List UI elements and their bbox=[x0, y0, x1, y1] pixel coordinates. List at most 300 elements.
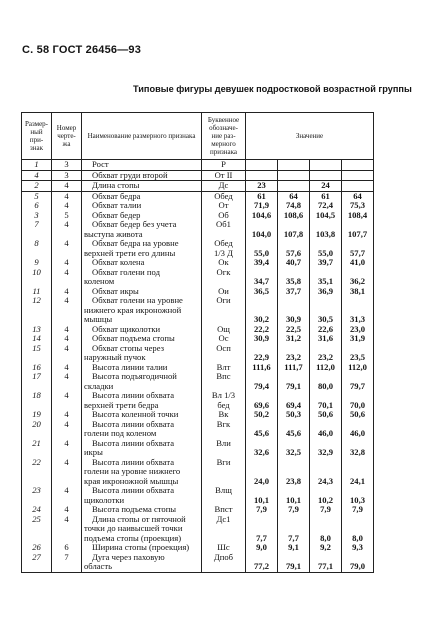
symbol-cell bbox=[202, 467, 246, 477]
sign-name-cell bbox=[82, 191, 202, 201]
value-cell bbox=[278, 477, 310, 487]
value-cell-text: 108,6 bbox=[283, 209, 304, 220]
sign-name-cell bbox=[82, 467, 202, 477]
drawing-number-cell-text: 3 bbox=[64, 169, 69, 180]
sign-number-cell bbox=[22, 458, 52, 468]
symbol-cell bbox=[202, 524, 246, 534]
sign-name-cell-text: голени под коленом bbox=[84, 429, 157, 438]
sign-name-cell bbox=[82, 287, 202, 297]
value-cell-text: 37,7 bbox=[285, 285, 302, 296]
sign-name-cell-text: Обхват колена bbox=[92, 258, 145, 267]
value-cell-text: 50,6 bbox=[349, 409, 366, 419]
sign-name-cell-text: Обхват бедра на уровне bbox=[92, 239, 179, 248]
sign-number-cell-text: 2 bbox=[34, 180, 39, 190]
sign-name-cell-text: Высота коленной точки bbox=[92, 410, 179, 419]
value-cell-text: 69,6 bbox=[253, 399, 270, 410]
value-cell-text: 77,2 bbox=[253, 561, 270, 571]
drawing-number-cell-text: 4 bbox=[64, 190, 69, 201]
sign-name-cell bbox=[82, 363, 202, 373]
drawing-number-cell bbox=[52, 524, 82, 534]
sign-name-cell bbox=[82, 201, 202, 211]
value-cell bbox=[310, 515, 342, 525]
drawing-number-cell-text: 4 bbox=[64, 361, 69, 372]
sign-name-cell bbox=[82, 477, 202, 487]
drawing-number-cell-text: 4 bbox=[64, 323, 69, 334]
sign-name-cell-text: выступа живота bbox=[84, 229, 143, 239]
value-cell-text: 112,0 bbox=[348, 361, 367, 372]
value-cell-text: 41,0 bbox=[349, 257, 366, 267]
value-cell bbox=[278, 562, 310, 572]
sign-number-cell-text: 26 bbox=[32, 542, 41, 552]
drawing-number-cell bbox=[52, 306, 82, 316]
value-cell bbox=[278, 505, 310, 515]
sign-name-cell bbox=[82, 230, 202, 240]
value-cell bbox=[246, 230, 278, 240]
sign-number-cell-text: 14 bbox=[32, 333, 41, 343]
symbol-cell-text: От II bbox=[214, 169, 233, 180]
symbol-cell bbox=[202, 220, 246, 230]
drawing-number-cell bbox=[52, 296, 82, 306]
value-cell-text: 104,5 bbox=[315, 209, 336, 220]
drawing-number-cell bbox=[52, 239, 82, 249]
sign-name-cell bbox=[82, 344, 202, 354]
symbol-cell bbox=[202, 181, 246, 192]
column-header-name: Наименование размерного признака bbox=[82, 113, 202, 160]
symbol-cell-text: Вк bbox=[218, 409, 229, 419]
value-cell-text: 107,7 bbox=[347, 228, 368, 239]
drawing-number-cell-text: 3 bbox=[64, 159, 69, 169]
sign-number-cell-text: 11 bbox=[32, 285, 41, 296]
symbol-cell bbox=[202, 344, 246, 354]
symbol-cell bbox=[202, 458, 246, 468]
value-cell bbox=[246, 363, 278, 373]
drawing-number-cell-text: 4 bbox=[64, 200, 69, 210]
value-cell-text: 79,1 bbox=[285, 380, 302, 391]
value-cell-text: 30,5 bbox=[317, 314, 334, 324]
sign-name-cell-text: верхней трети бедра bbox=[84, 400, 159, 410]
value-cell-text: 104,6 bbox=[251, 209, 272, 220]
sign-name-cell-text: Дуга через паховую bbox=[92, 552, 165, 562]
sign-name-cell bbox=[82, 410, 202, 420]
page-header: С. 58 ГОСТ 26456—93 bbox=[22, 44, 142, 56]
sign-name-cell bbox=[82, 534, 202, 544]
sign-name-cell-text: подъема стопы (проекция) bbox=[84, 533, 182, 543]
value-cell-text: 79,1 bbox=[285, 561, 302, 571]
drawing-number-cell-text: 4 bbox=[64, 295, 69, 305]
symbol-cell-text: Дс bbox=[218, 180, 229, 190]
value-cell bbox=[310, 562, 342, 572]
table-row bbox=[22, 410, 374, 420]
sign-name-cell-text: Обхват стопы через bbox=[92, 343, 165, 353]
value-cell-text: 61 bbox=[321, 190, 330, 201]
value-cell-text: 9,0 bbox=[256, 542, 267, 552]
sign-name-cell bbox=[82, 353, 202, 363]
sign-name-cell bbox=[82, 543, 202, 553]
sign-name-cell bbox=[82, 429, 202, 439]
sign-number-cell bbox=[22, 553, 52, 563]
symbol-cell-text: Вли bbox=[216, 437, 231, 448]
value-cell bbox=[342, 448, 374, 458]
value-cell-text: 107,8 bbox=[283, 228, 304, 239]
value-cell-text: 70,1 bbox=[317, 399, 334, 410]
value-cell bbox=[342, 363, 374, 373]
symbol-cell-text: Вги bbox=[216, 456, 231, 467]
value-cell bbox=[342, 505, 374, 515]
symbol-cell bbox=[202, 296, 246, 306]
sign-name-cell bbox=[82, 239, 202, 249]
table-row bbox=[22, 258, 374, 268]
value-cell bbox=[278, 543, 310, 553]
value-cell-text: 39,7 bbox=[317, 257, 334, 267]
drawing-number-cell-text: 4 bbox=[64, 485, 69, 495]
value-cell bbox=[246, 181, 278, 192]
sign-number-cell bbox=[22, 439, 52, 449]
sign-number-cell-text: 18 bbox=[32, 390, 41, 400]
value-cell-text: 7,7 bbox=[256, 532, 267, 543]
sign-number-cell bbox=[22, 296, 52, 306]
sign-name-cell-text: Рост bbox=[92, 159, 109, 169]
value-cell bbox=[246, 296, 278, 306]
sign-number-cell bbox=[22, 391, 52, 401]
value-cell bbox=[310, 363, 342, 373]
sign-number-cell-text: 12 bbox=[32, 295, 41, 305]
value-cell-text: 72,4 bbox=[317, 200, 334, 210]
sign-number-cell-text: 10 bbox=[32, 266, 41, 277]
value-cell bbox=[278, 258, 310, 268]
value-cell-text: 77,1 bbox=[317, 561, 334, 571]
value-cell-text: 74,8 bbox=[285, 200, 302, 210]
value-cell-text: 32,9 bbox=[317, 447, 334, 457]
value-cell bbox=[246, 429, 278, 439]
sign-number-cell-text: 3 bbox=[34, 209, 39, 220]
symbol-cell bbox=[202, 562, 246, 572]
table-row bbox=[22, 334, 374, 344]
table-row bbox=[22, 448, 374, 458]
drawing-number-cell bbox=[52, 372, 82, 382]
column-header-sign: Размер- ный при- знак bbox=[22, 113, 52, 160]
value-cell bbox=[278, 181, 310, 192]
drawing-number-cell bbox=[52, 160, 82, 171]
value-cell bbox=[310, 230, 342, 240]
value-cell-text: 24 bbox=[321, 180, 330, 190]
symbol-cell-text: Ои bbox=[218, 285, 229, 296]
symbol-cell-text: Ок bbox=[218, 257, 229, 267]
value-cell bbox=[246, 211, 278, 221]
drawing-number-cell-text: 4 bbox=[64, 437, 69, 448]
value-cell-text: 70,0 bbox=[349, 399, 366, 410]
drawing-number-cell-text: 4 bbox=[64, 456, 69, 467]
sign-name-cell-text: икры bbox=[84, 448, 103, 457]
sign-number-cell-text: 4 bbox=[34, 169, 39, 180]
sign-name-cell-text: Обхват груди второй bbox=[92, 170, 168, 180]
sign-name-cell-text: нижнего края икроножной bbox=[84, 305, 182, 315]
symbol-cell-text: Об1 bbox=[216, 219, 231, 229]
table-body bbox=[22, 160, 374, 573]
value-cell bbox=[342, 258, 374, 268]
value-cell bbox=[246, 515, 278, 525]
sign-number-cell bbox=[22, 524, 52, 534]
sign-name-cell bbox=[82, 258, 202, 268]
value-cell bbox=[310, 170, 342, 181]
symbol-cell bbox=[202, 170, 246, 181]
drawing-number-cell-text: 4 bbox=[64, 513, 69, 524]
value-cell-text: 10,1 bbox=[285, 494, 302, 505]
symbol-cell-text: Осп bbox=[216, 342, 231, 353]
value-cell bbox=[310, 410, 342, 420]
value-cell-text: 24,3 bbox=[317, 475, 334, 486]
table-row bbox=[22, 160, 374, 171]
sign-name-cell bbox=[82, 382, 202, 392]
value-cell bbox=[310, 181, 342, 192]
sign-name-cell-text: Длина стопы bbox=[92, 180, 140, 190]
symbol-cell bbox=[202, 160, 246, 171]
symbol-cell bbox=[202, 486, 246, 496]
sign-number-cell-text: 7 bbox=[34, 219, 39, 229]
value-cell-text: 32,5 bbox=[285, 447, 302, 457]
value-cell bbox=[278, 170, 310, 181]
sign-number-cell-text: 15 bbox=[32, 342, 41, 353]
value-cell-text: 7,7 bbox=[288, 532, 299, 543]
value-cell-text: 30,9 bbox=[253, 333, 270, 343]
value-cell-text: 10,1 bbox=[253, 494, 270, 505]
sign-name-cell-text: Обхват бедер bbox=[92, 210, 141, 220]
sign-name-cell bbox=[82, 524, 202, 534]
symbol-cell bbox=[202, 515, 246, 525]
drawing-number-cell-text: 4 bbox=[64, 238, 69, 248]
sign-name-cell bbox=[82, 401, 202, 411]
table-row bbox=[22, 287, 374, 297]
table-row bbox=[22, 230, 374, 240]
value-cell bbox=[278, 410, 310, 420]
value-cell bbox=[342, 211, 374, 221]
drawing-number-cell-text: 4 bbox=[64, 333, 69, 343]
column-header-symbol: Буквенное обозначе- ние раз- мерного признака bbox=[202, 113, 246, 160]
sign-name-cell-text: Высота линии обхвата bbox=[92, 391, 175, 400]
value-cell-text: 23,2 bbox=[285, 352, 302, 362]
sign-number-cell bbox=[22, 372, 52, 382]
value-cell bbox=[246, 287, 278, 297]
value-cell bbox=[246, 477, 278, 487]
symbol-cell-text: Дпоб bbox=[213, 551, 234, 562]
sign-name-cell-text: верхней трети его длины bbox=[84, 248, 176, 258]
value-cell bbox=[278, 363, 310, 373]
value-cell bbox=[310, 287, 342, 297]
value-cell-text: 64 bbox=[289, 190, 298, 201]
value-cell-text: 45,6 bbox=[285, 428, 302, 438]
value-cell bbox=[246, 160, 278, 171]
sign-number-cell-text: 9 bbox=[34, 257, 39, 267]
value-cell-text: 23,2 bbox=[317, 352, 334, 362]
value-cell-text: 57,7 bbox=[349, 247, 366, 258]
drawing-number-cell-text: 4 bbox=[64, 180, 69, 190]
value-cell bbox=[278, 458, 310, 468]
value-cell-text: 31,9 bbox=[349, 333, 366, 343]
sign-name-cell-text: коленом bbox=[84, 277, 115, 286]
value-cell bbox=[342, 458, 374, 468]
drawing-number-cell bbox=[52, 562, 82, 572]
symbol-cell-text: Влщ bbox=[215, 485, 232, 495]
symbol-cell-text: Вл 1/3 bbox=[211, 390, 236, 400]
drawing-number-cell bbox=[52, 181, 82, 192]
value-cell-text: 23,5 bbox=[349, 352, 366, 362]
value-cell-text: 69,4 bbox=[285, 399, 302, 410]
value-cell-text: 104,0 bbox=[251, 228, 272, 239]
value-cell-text: 55,0 bbox=[253, 247, 270, 258]
value-cell-text: 80,0 bbox=[317, 380, 334, 391]
drawing-number-cell bbox=[52, 268, 82, 278]
value-cell bbox=[246, 543, 278, 553]
sign-number-cell bbox=[22, 344, 52, 354]
value-cell bbox=[342, 230, 374, 240]
value-cell-text: 30,2 bbox=[253, 314, 270, 324]
sign-number-cell bbox=[22, 181, 52, 192]
value-cell-text: 36,9 bbox=[317, 285, 334, 296]
value-cell bbox=[342, 382, 374, 392]
sign-name-cell bbox=[82, 211, 202, 221]
sign-number-cell bbox=[22, 306, 52, 316]
symbol-cell-text: Дс1 bbox=[216, 513, 231, 524]
sign-name-cell-text: края икроножной мышцы bbox=[84, 476, 179, 486]
value-cell-text: 50,2 bbox=[253, 409, 270, 419]
value-cell-text: 22,9 bbox=[253, 352, 270, 362]
value-cell bbox=[278, 160, 310, 171]
value-cell bbox=[342, 181, 374, 192]
drawing-number-cell bbox=[52, 420, 82, 430]
sign-name-cell-text: Длина стопы от пяточной bbox=[92, 514, 186, 524]
sign-number-cell bbox=[22, 420, 52, 430]
drawing-number-cell bbox=[52, 439, 82, 449]
table-row bbox=[22, 429, 374, 439]
drawing-number-cell-text: 4 bbox=[64, 257, 69, 267]
sign-number-cell-text: 16 bbox=[32, 361, 41, 372]
sign-name-cell bbox=[82, 562, 202, 572]
value-cell-text: 79,7 bbox=[349, 380, 366, 391]
value-cell-text: 9,1 bbox=[288, 542, 299, 552]
sign-number-cell-text: 27 bbox=[32, 551, 41, 562]
drawing-number-cell bbox=[52, 391, 82, 401]
value-cell-text: 10,3 bbox=[349, 494, 366, 505]
value-cell bbox=[310, 477, 342, 487]
sign-name-cell bbox=[82, 334, 202, 344]
symbol-cell-text: Оги bbox=[216, 295, 231, 305]
value-cell bbox=[246, 258, 278, 268]
value-cell bbox=[310, 382, 342, 392]
value-cell bbox=[310, 505, 342, 515]
value-cell bbox=[342, 410, 374, 420]
value-cell bbox=[342, 477, 374, 487]
drawing-number-cell bbox=[52, 486, 82, 496]
value-cell bbox=[342, 296, 374, 306]
sign-name-cell-text: Обхват голени на уровне bbox=[92, 296, 183, 305]
value-cell-text: 7,9 bbox=[320, 504, 331, 514]
value-cell-text: 24,1 bbox=[349, 475, 366, 486]
value-cell-text: 7,9 bbox=[288, 504, 299, 514]
value-cell-text: 9,2 bbox=[320, 542, 331, 552]
value-cell bbox=[278, 334, 310, 344]
drawing-number-cell-text: 4 bbox=[64, 390, 69, 400]
sign-name-cell bbox=[82, 439, 202, 449]
value-cell-text: 8,0 bbox=[352, 532, 363, 543]
value-cell bbox=[278, 429, 310, 439]
sign-number-cell bbox=[22, 562, 52, 572]
sign-name-cell-text: Обхват бедра bbox=[92, 191, 141, 201]
sign-name-cell-text: Обхват щиколотки bbox=[92, 324, 161, 334]
column-header-values: Значение bbox=[246, 113, 374, 160]
symbol-cell-text: Ощ bbox=[217, 323, 230, 334]
value-cell bbox=[342, 287, 374, 297]
sign-name-cell bbox=[82, 296, 202, 306]
sign-number-cell bbox=[22, 220, 52, 230]
table-row bbox=[22, 562, 374, 572]
value-cell bbox=[278, 211, 310, 221]
sign-number-cell bbox=[22, 268, 52, 278]
table-row bbox=[22, 382, 374, 392]
symbol-cell-text: Огк bbox=[216, 266, 231, 277]
symbol-cell-text: Обед bbox=[214, 238, 233, 248]
value-cell bbox=[310, 258, 342, 268]
symbol-cell-text: Впс bbox=[216, 371, 231, 381]
sign-number-cell-text: 22 bbox=[32, 456, 41, 467]
value-cell bbox=[310, 543, 342, 553]
value-cell bbox=[278, 230, 310, 240]
symbol-cell-text: Влт bbox=[216, 361, 231, 372]
value-cell bbox=[310, 160, 342, 171]
value-cell bbox=[342, 160, 374, 171]
table-row bbox=[22, 543, 374, 553]
sign-name-cell-text: наружный пучок bbox=[84, 353, 146, 362]
sign-name-cell bbox=[82, 325, 202, 335]
sign-name-cell bbox=[82, 372, 202, 382]
sign-name-cell bbox=[82, 458, 202, 468]
value-cell bbox=[342, 562, 374, 572]
drawing-number-cell bbox=[52, 344, 82, 354]
sign-name-cell-text: Высота линии обхвата bbox=[92, 457, 175, 467]
value-cell-text: 35,1 bbox=[317, 276, 334, 286]
sign-name-cell-text: Обхват талии bbox=[92, 201, 142, 210]
value-cell bbox=[246, 170, 278, 181]
sign-number-cell-text: 17 bbox=[32, 371, 41, 381]
sign-number-cell-text: 23 bbox=[32, 485, 41, 495]
sign-name-cell bbox=[82, 486, 202, 496]
table-row bbox=[22, 363, 374, 373]
symbol-cell-text: Ос bbox=[218, 333, 229, 343]
table-row bbox=[22, 181, 374, 192]
sign-name-cell bbox=[82, 553, 202, 563]
measurements-table bbox=[21, 112, 374, 573]
value-cell bbox=[310, 429, 342, 439]
value-cell-text: 23,0 bbox=[349, 323, 366, 334]
value-cell-text: 103,8 bbox=[315, 228, 336, 239]
drawing-number-cell bbox=[52, 515, 82, 525]
sign-name-cell-text: Обхват икры bbox=[92, 286, 139, 296]
sign-number-cell bbox=[22, 467, 52, 477]
drawing-number-cell bbox=[52, 458, 82, 468]
sign-name-cell bbox=[82, 315, 202, 325]
sign-name-cell bbox=[82, 181, 202, 192]
drawing-number-cell-text: 4 bbox=[64, 285, 69, 296]
sign-name-cell bbox=[82, 448, 202, 458]
value-cell-text: 7,9 bbox=[256, 504, 267, 514]
table-row bbox=[22, 296, 374, 306]
value-cell bbox=[246, 562, 278, 572]
drawing-number-cell-text: 4 bbox=[64, 266, 69, 277]
symbol-cell bbox=[202, 420, 246, 430]
symbol-cell-text: Шс bbox=[217, 542, 230, 552]
symbol-cell bbox=[202, 439, 246, 449]
value-cell-text: 22,5 bbox=[285, 323, 302, 334]
sign-name-cell-text: мышцы bbox=[84, 315, 113, 324]
value-cell-text: 24,0 bbox=[253, 475, 270, 486]
